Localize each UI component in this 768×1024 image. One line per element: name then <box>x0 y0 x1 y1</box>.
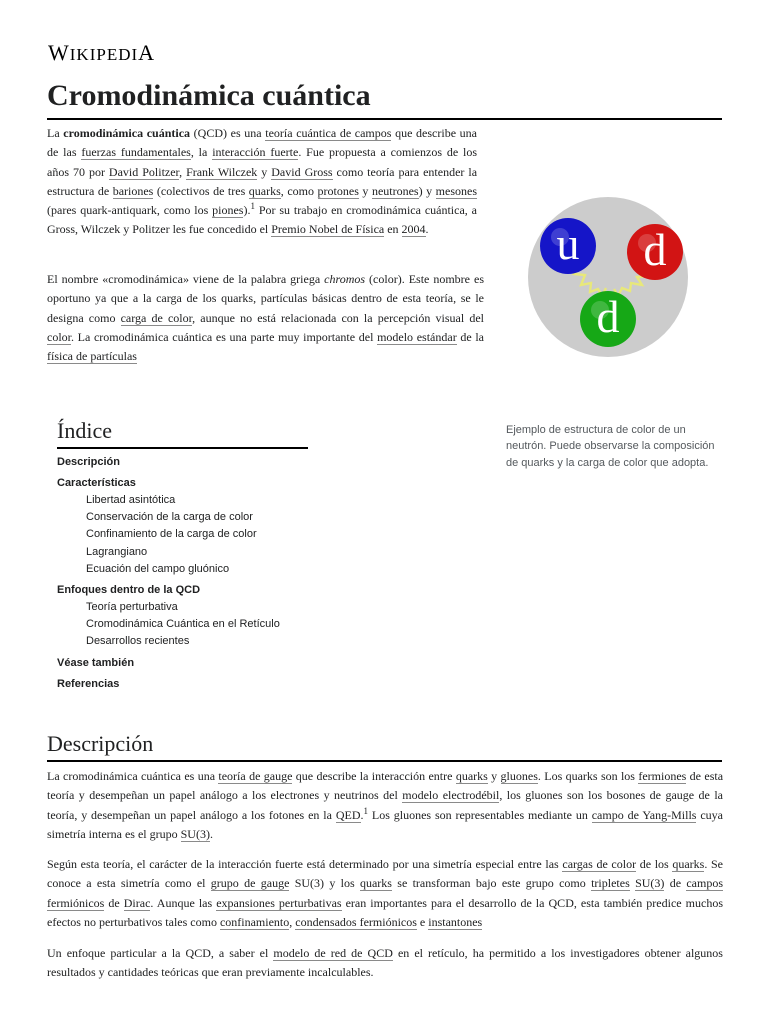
article-link[interactable]: QED <box>335 807 361 822</box>
toc-subsection-link[interactable]: Ecuación del campo gluónico <box>86 562 230 575</box>
article-link[interactable]: piones <box>212 203 244 218</box>
article-link[interactable]: expansiones perturbativas <box>216 895 342 910</box>
logo-main: W <box>48 40 70 65</box>
intro-paragraph-1: La cromodinámica cuántica (QCD) es una teoría cuántica de campos que describe una de las fuerzas fundamentales, la interacción fuerte. Fue propuesta a comienzos de los años 70 por David Politzer, Frank Wilczek y David Gross como teoría para entender la estructura de bariones (colectivos de tres quarks, como protones y neutrones) y mesones (pares quark-antiquark, como los piones).$^1$ Por su trabajo en cromodinámica cuántica, a Gross, Wilczek y Politzer les fue concedido el Premio Nobel de Física en 2004. <box>47 126 478 237</box>
toc-title: Índice <box>57 418 308 449</box>
article-link[interactable]: teoría de gauge <box>218 769 293 783</box>
article-link[interactable]: David Gross <box>271 164 333 179</box>
neutron-quark-diagram <box>518 196 698 358</box>
article-link[interactable]: Frank Wilczek <box>186 164 258 179</box>
article-link[interactable]: mesones <box>435 183 477 198</box>
quark-d <box>627 224 683 280</box>
section-paragraph-3: Un enfoque particular a la QCD, a saber el modelo de red de QCD en el retículo, ha permitido a los investigadores obtener algunos resultados y cantidades teóricas que eran previamente incalculables. <box>47 946 723 980</box>
article-link[interactable]: carga de color <box>120 310 193 325</box>
toc-subsection-link[interactable]: Desarrollos recientes <box>86 635 190 648</box>
article-link[interactable]: interacción fuerte <box>212 145 299 160</box>
article-link[interactable]: física de partículas <box>47 349 137 364</box>
toc-subsection-link[interactable]: Cromodinámica Cuántica en el Retículo <box>86 618 280 631</box>
article-link[interactable]: teoría cuántica de campos <box>265 126 392 140</box>
toc-subsection-link[interactable]: Confinamiento de la carga de color <box>86 528 257 541</box>
page-title: Cromodinámica cuántica <box>47 76 722 120</box>
toc-subsection-link[interactable]: Teoría perturbativa <box>86 600 178 613</box>
article-link[interactable]: quarks <box>455 769 488 783</box>
article-link[interactable]: quarks <box>672 857 705 871</box>
article-link[interactable]: grupo de gauge <box>210 876 290 891</box>
section-paragraph-1: La cromodinámica cuántica es una teoría de gauge que describe la interacción entre quarks y gluones. Los quarks son los fermiones de esta teoría y desempeñan un papel análogo a los electrones y neutrinos del modelo electrodébil, los gluones son los bosones de gauge de la teoría, y desempeñan un papel análogo a los fotones en la QED.$^1$ Los gluones son representables mediante un campo de Yang-Mills cuya simetría interna es el grupo SU(3). <box>47 769 724 841</box>
toc-subsection-link[interactable]: Libertad asintótica <box>86 494 176 506</box>
article-link[interactable]: condensados fermiónicos <box>295 914 417 929</box>
wikipedia-logo[interactable] <box>48 40 155 66</box>
article-link[interactable]: bariones <box>112 183 154 198</box>
reference-link[interactable]: 1 <box>363 805 368 816</box>
toc-section-link[interactable]: Enfoques dentro de la QCD <box>57 583 201 596</box>
logo-end: A <box>138 40 156 65</box>
quark-d <box>580 291 636 347</box>
article-link[interactable]: confinamiento <box>219 914 290 929</box>
article-link[interactable]: Premio Nobel de Física <box>271 222 385 237</box>
toc-section-link[interactable]: Características <box>57 477 136 489</box>
bold-term: cromodinámica cuántica <box>63 126 191 140</box>
article-link[interactable]: modelo electrodébil <box>402 788 500 803</box>
toc-section-link[interactable]: Descripción <box>57 456 120 468</box>
article-link[interactable]: Dirac <box>123 895 151 910</box>
toc-subsection-link[interactable]: Lagrangiano <box>86 545 148 558</box>
article-link[interactable]: neutrones <box>371 183 419 198</box>
article-link[interactable]: campos fermiónicos <box>47 876 724 910</box>
section-paragraph-2: Según esta teoría, el carácter de la interacción fuerte está determinado por una simetría especial entre las cargas de color de los quarks. Se conoce a esta simetría como el grupo de gauge SU(3) y los quarks se transforman bajo este grupo como tripletes SU(3) de campos fermiónicos de Dirac. Aunque las expansiones perturbativas eran importantes para el desarrollo de la QCD, esta también predice muchos efectos no perturbativos tales como confinamiento, condensados fermiónicos e instantones <box>47 857 724 929</box>
toc-section-link[interactable]: Véase también <box>57 656 135 669</box>
article-link[interactable]: fermiones <box>638 769 687 783</box>
article-link[interactable]: modelo estándar <box>377 329 457 344</box>
quark-label: u <box>556 218 580 269</box>
table-of-contents <box>57 454 357 693</box>
article-link[interactable]: David Politzer <box>108 164 180 179</box>
quark-label: d <box>643 224 667 275</box>
article-link[interactable]: cargas de color <box>562 857 637 871</box>
article-link[interactable]: fuerzas fundamentales <box>81 145 191 160</box>
article-link[interactable]: color <box>47 329 71 344</box>
toc-section-link[interactable]: Referencias <box>57 677 120 690</box>
article-link[interactable]: quarks <box>248 183 281 198</box>
toc-subsection-link[interactable]: Conservación de la carga de color <box>86 511 253 524</box>
article-link[interactable]: protones <box>317 183 359 198</box>
article-link[interactable]: modelo de red de QCD <box>273 946 393 960</box>
article-link[interactable]: quarks <box>359 876 392 891</box>
italic-term: chromos <box>324 272 366 286</box>
article-link[interactable]: SU(3) <box>635 876 665 891</box>
article-link[interactable]: SU(3) <box>180 826 210 841</box>
article-link[interactable]: campo de Yang-Mills <box>591 807 697 822</box>
article-link[interactable]: gluones <box>500 769 538 783</box>
article-link[interactable]: 2004 <box>401 222 426 237</box>
quark-label: d <box>596 291 620 342</box>
logo-small-caps: IKIPEDI <box>69 45 139 64</box>
quark-u <box>540 218 596 274</box>
article-link[interactable]: instantones <box>428 914 483 929</box>
figure-caption: Ejemplo de estructura de color de un neutrón. Puede observarse la composición de quarks y la carga de color que adopta. <box>506 424 715 469</box>
article-link[interactable]: tripletes <box>591 876 630 891</box>
section-title-descripcion: Descripción <box>47 730 722 762</box>
intro-paragraph-2: El nombre «cromodinámica» viene de la palabra griega chromos (color). Este nombre es oportuno ya que a la carga de los quarks, partículas básicas dentro de esta teoría, se le designa como carga de color, aunque no está relacionada con la percepción visual del color. La cromodinámica cuántica es una parte muy importante del modelo estándar de la física de partículas <box>47 272 484 364</box>
reference-link[interactable]: 1 <box>250 201 255 212</box>
